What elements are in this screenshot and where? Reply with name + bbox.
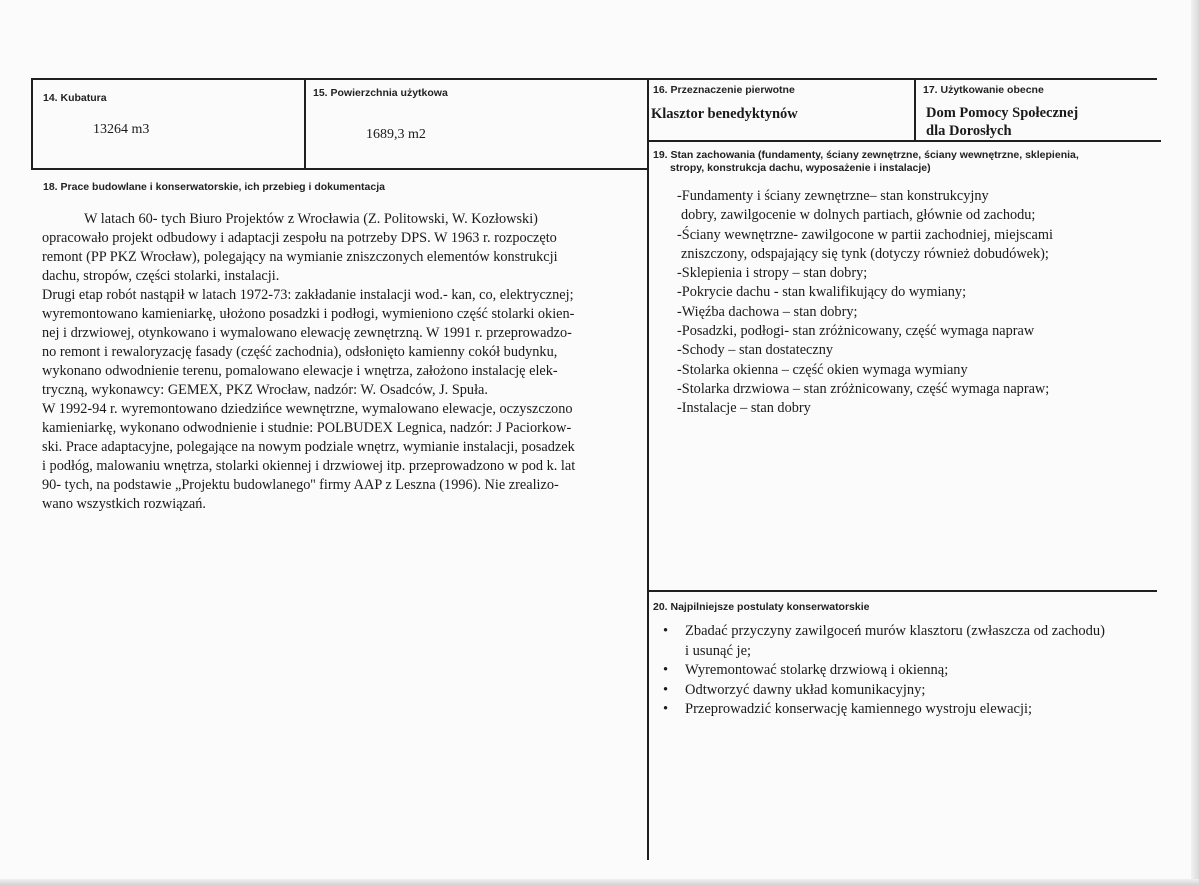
field-18-label: 18. Prace budowlane i konserwatorskie, ich przebieg i dokumentacja: [43, 181, 385, 193]
list-item-text: Wyremontować stolarkę drzwiową i okienną;: [685, 662, 949, 678]
f18-line: i podłóg, malowaniu wnętrza, stolarki okiennej i drzwiowej itp. przeprowadzono w pod k. lat: [42, 458, 576, 474]
field-17-value-line1: Dom Pomocy Społecznej: [926, 105, 1079, 121]
f19-line: -Ściany wewnętrzne- zawilgocone w partii zachodniej, miejscami: [677, 226, 1053, 243]
postulates-list: [660, 622, 1150, 720]
rule-v-16-17: [914, 78, 916, 140]
list-item: [660, 622, 1150, 661]
f18-line: W 1992-94 r. wyremontowano dziedzińce wewnętrzne, wymalowano elewacje, oczyszczono: [42, 401, 573, 417]
list-item-text-cont: i usunąć je;: [685, 642, 752, 659]
f18-line: nej i drzwiowej, otynkowano i wymalowano elewację zewnętrzną. W 1991 r. przeprowadzo-: [42, 325, 572, 341]
f19-line: -Fundamenty i ściany zewnętrzne– stan konstrukcyjny: [677, 188, 989, 204]
f19-line: -Posadzki, podłogi- stan zróżnicowany, część wymaga napraw: [677, 323, 1035, 340]
rule-top: [31, 78, 1157, 80]
f19-line: -Więźba dachowa – stan dobry;: [677, 303, 858, 320]
f19-line: -Instalacje – stan dobry: [677, 400, 811, 417]
field-14-value: 13264 m3: [93, 122, 150, 137]
bullet-icon: •: [663, 701, 669, 717]
rule-v-14-15: [304, 78, 306, 170]
paper-edge-bottom: [0, 879, 1199, 885]
rule-row1-right: [649, 140, 1161, 142]
paper-edge-right: [1191, 0, 1199, 885]
field-19-label-line2: stropy, konstrukcja dachu, wyposażenie i instalacje): [670, 162, 931, 174]
f18-line: W latach 60- tych Biuro Projektów z Wrocławia (Z. Politowski, W. Kozłowski): [84, 211, 538, 227]
f18-line: opracowało projekt odbudowy i adaptacji zespołu na potrzeby DPS. W 1963 r. rozpoczęto: [42, 230, 557, 246]
f19-line: -Pokrycie dachu - stan kwalifikujący do wymiany;: [677, 284, 967, 301]
rule-v-main: [647, 78, 649, 860]
field-19-label-line1: 19. Stan zachowania (fundamenty, ściany zewnętrzne, ściany wewnętrzne, sklepienia,: [653, 149, 1079, 161]
f18-line: Drugi etap robót nastąpił w latach 1972-73: zakładanie instalacji wod.- kan, co, elektrycznej;: [42, 287, 574, 303]
field-15-value: 1689,3 m2: [366, 127, 426, 142]
list-item: [660, 661, 1150, 681]
field-19-text: [677, 187, 1117, 419]
list-item-text: Odtworzyć dawny układ komunikacyjny;: [685, 681, 926, 698]
rule-row1-left: [31, 168, 649, 170]
f19-line: dobry, zawilgocenie w dolnych partiach, głównie od zachodu;: [681, 207, 1036, 224]
list-item-text: Przeprowadzić konserwację kamiennego wystroju elewacji;: [685, 701, 1033, 717]
f18-line: wano wszystkich rozwiązań.: [42, 496, 206, 512]
f18-line: no remont i rewaloryzację fasady (część zachodnia), odsłonięto kamienny cokół budynku,: [42, 344, 558, 360]
f19-line: -Stolarka drzwiowa – stan zróżnicowany, część wymaga napraw;: [677, 380, 1050, 397]
bullet-icon: •: [663, 681, 669, 698]
list-item-text: Zbadać przyczyny zawilgoceń murów klasztoru (zwłaszcza od zachodu): [685, 623, 1105, 639]
f18-line: ski. Prace adaptacyjne, polegające na nowym podziale wnętrz, wymianie instalacji, posadzek: [42, 439, 575, 455]
f19-line: -Sklepienia i stropy – stan dobry;: [677, 265, 868, 282]
field-17-value-line2: dla Dorosłych: [926, 123, 1012, 139]
f19-line: -Schody – stan dostateczny: [677, 342, 834, 359]
f19-line: zniszczony, odspajający się tynk (dotyczy również dobudówek);: [681, 245, 1049, 262]
f18-line: 90- tych, na podstawie „Projektu budowlanego'' firmy AAP z Leszna (1996). Nie zrealizo-: [42, 477, 559, 493]
f18-line: wyremontowano kamieniarkę, ułożono posadzki i podłogi, wymieniono część stolarki okien-: [42, 306, 575, 322]
rule-v-left: [31, 78, 33, 170]
bullet-icon: •: [663, 662, 669, 678]
field-17-label: 17. Użytkowanie obecne: [923, 84, 1044, 96]
f18-line: tryczną, wykonawcy: GEMEX, PKZ Wrocław, nadzór: W. Osadców, J. Spuła.: [42, 382, 488, 398]
field-20-label: 20. Najpilniejsze postulaty konserwatorskie: [653, 601, 870, 613]
field-16-value: Klasztor benedyktynów: [651, 106, 798, 122]
f18-line: remont (PP PKZ Wrocław), polegający na wymianie zniszczonych elementów konstrukcji: [42, 249, 558, 265]
list-item: [660, 700, 1150, 720]
field-15-label: 15. Powierzchnia użytkowa: [313, 87, 448, 99]
f19-line: -Stolarka okienna – część okien wymaga wymiany: [677, 361, 968, 378]
bullet-icon: •: [663, 623, 669, 639]
f18-line: wykonano odwodnienie terenu, pomalowano elewacje i wnętrza, założono instalację elek-: [42, 363, 558, 379]
f18-line: dachu, stropów, części stolarki, instalacji.: [42, 268, 280, 284]
f18-line: kamieniarkę, wykonano odwodnienie i studnie: POLBUDEX Legnica, nadzór: J Paciorkow-: [42, 420, 572, 436]
rule-section20: [649, 590, 1157, 592]
field-18-text: [42, 210, 634, 514]
field-14-label: 14. Kubatura: [43, 92, 107, 104]
list-item: [660, 681, 1150, 701]
field-16-label: 16. Przeznaczenie pierwotne: [653, 84, 795, 96]
